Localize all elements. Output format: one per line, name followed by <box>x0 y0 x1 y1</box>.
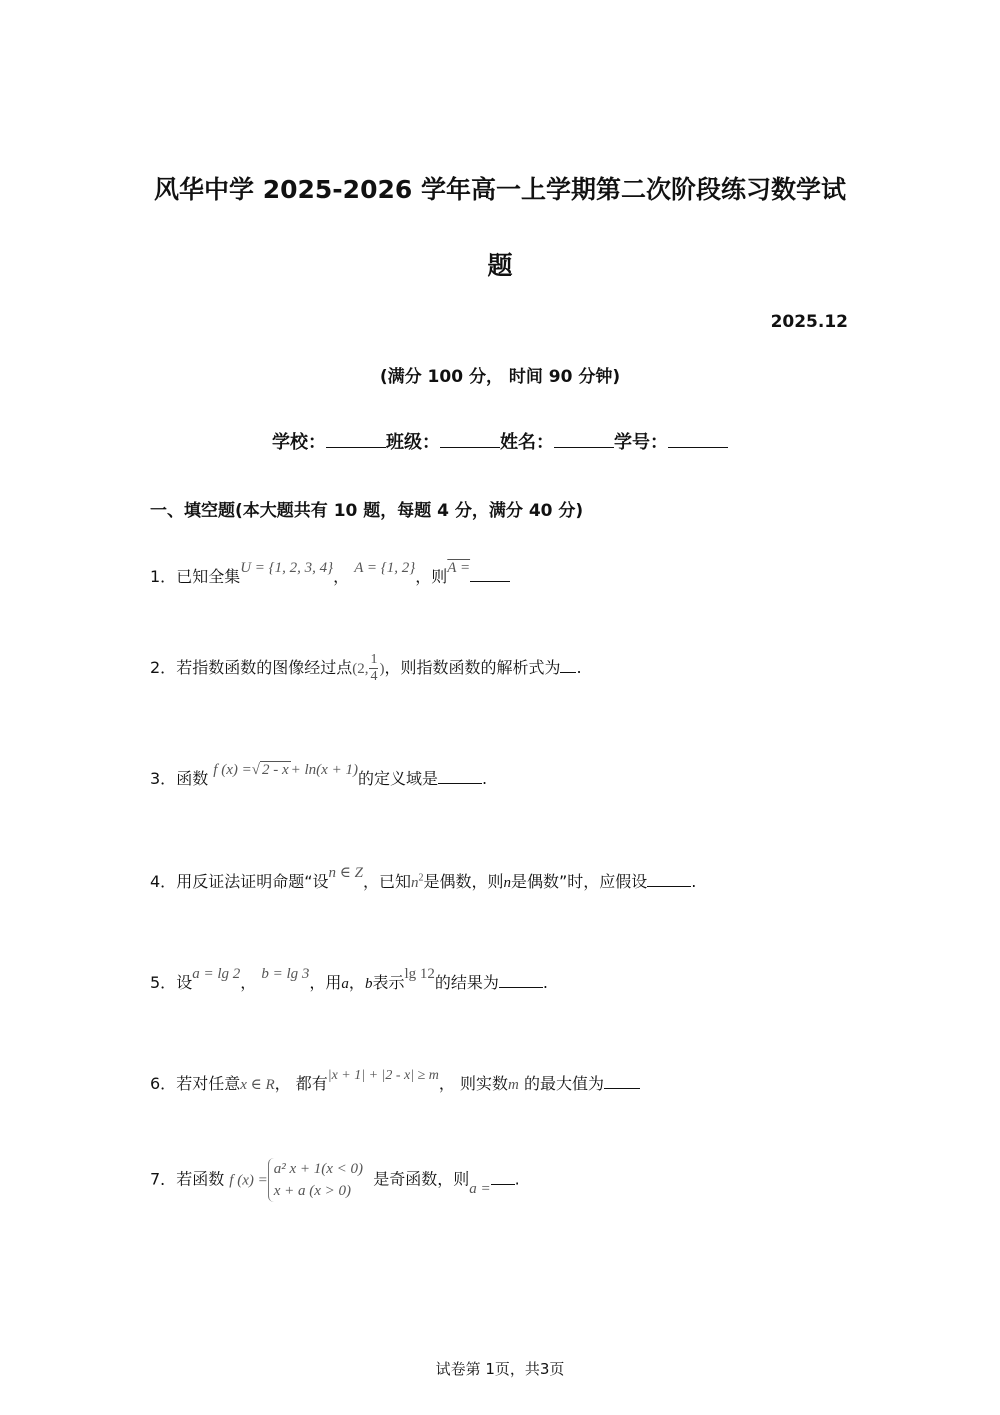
class-label: 班级： <box>386 432 440 453</box>
question-text: ，已知 <box>362 872 411 891</box>
question-text: . <box>576 658 582 677</box>
math-expression: n <box>410 875 419 891</box>
math-expression: f (x) = <box>213 762 252 778</box>
math-expression: a <box>341 976 349 992</box>
question-6 <box>150 1068 640 1094</box>
math-expression: ) <box>379 661 385 677</box>
question-text: . <box>514 1169 520 1189</box>
question-text: 若指数函数的图像经过点 <box>176 658 353 677</box>
math-expression: (2, <box>352 661 369 677</box>
question-text: 设 <box>176 973 193 992</box>
question-number: 4． <box>150 872 177 891</box>
question-text: ， <box>333 567 350 586</box>
class-field[interactable] <box>440 447 500 448</box>
question-text: ， 则实数 <box>438 1074 509 1093</box>
question-text: 是偶数”时，应假设 <box>510 872 648 891</box>
question-text: 已知全集 <box>176 567 241 586</box>
case-1: a² x + 1(x < 0) <box>273 1161 364 1177</box>
page-footer: 试卷第 1页，共3页 <box>435 1360 565 1378</box>
student-info-row <box>0 428 1000 454</box>
id-label: 学号： <box>614 432 668 453</box>
question-5 <box>150 966 548 993</box>
sqrt-expression: 2 - x <box>261 762 289 778</box>
question-4 <box>150 865 697 892</box>
question-text: 表示 <box>372 973 405 992</box>
question-text: . <box>691 872 697 891</box>
exam-date: 2025.12 <box>770 312 848 332</box>
question-text: ， 都有 <box>274 1074 328 1093</box>
math-expression: a = lg 2 <box>192 966 241 982</box>
question-text: 是偶数，则 <box>423 872 504 891</box>
question-number: 1． <box>150 567 177 586</box>
math-expression: x ∈ R <box>240 1077 275 1093</box>
math-expression: A = {1, 2} <box>354 560 416 576</box>
answer-blank[interactable] <box>438 783 482 784</box>
question-text: ，则 <box>415 567 448 586</box>
fraction: $\frac{1}{4}$ <box>370 652 378 684</box>
question-3: 3．函数 f (x) =√ 2 - x + ln(x + 1)的定义域是 . <box>150 762 488 788</box>
question-text: ，则指数函数的解析式为 <box>384 658 561 677</box>
math-expression: n ∈ Z <box>328 865 363 881</box>
question-2 <box>150 652 582 685</box>
math-expression: + ln(x + 1) <box>290 762 358 778</box>
question-number: 2． <box>150 658 177 677</box>
math-expression: U = {1, 2, 3, 4} <box>240 560 334 576</box>
title-line-2: 题 <box>487 251 513 280</box>
question-number: 5． <box>150 973 177 992</box>
complement-expression: A = <box>447 560 471 576</box>
id-field[interactable] <box>668 447 728 448</box>
math-expression: f (x) = <box>229 1172 268 1189</box>
question-text: 的结果为 <box>434 973 499 992</box>
answer-blank[interactable] <box>604 1088 640 1089</box>
answer-blank[interactable] <box>470 581 510 582</box>
question-text: ， <box>348 973 365 992</box>
math-expression: n <box>503 875 511 891</box>
question-text: ，用 <box>309 973 342 992</box>
question-number: 3． <box>150 769 177 788</box>
question-text: . <box>542 973 548 992</box>
question-text: 若函数 <box>176 1169 225 1189</box>
question-text: ， <box>240 973 257 992</box>
question-number: 7． <box>150 1169 177 1189</box>
school-field[interactable] <box>326 447 386 448</box>
section-heading: 一、填空题(本大题共有 10 题，每题 4 分，满分 40 分) <box>150 501 584 521</box>
math-expression: b <box>364 976 373 992</box>
math-expression: lg 12 <box>404 966 435 982</box>
math-expression: a = <box>469 1180 491 1197</box>
piecewise-cases <box>268 1158 363 1202</box>
math-expression: |x + 1| + |2 - x| ≥ m <box>327 1068 439 1083</box>
name-field[interactable] <box>554 447 614 448</box>
exam-info: (满分 100 分， 时间 90 分钟) <box>379 367 621 387</box>
answer-blank[interactable] <box>647 886 691 887</box>
question-1 <box>150 560 510 587</box>
question-7 <box>150 1158 520 1202</box>
school-label: 学校： <box>272 432 326 453</box>
answer-blank[interactable] <box>491 1184 515 1185</box>
math-expression: m <box>508 1077 519 1093</box>
case-2: x + a (x > 0) <box>273 1183 352 1199</box>
name-label: 姓名： <box>500 432 554 453</box>
question-text: 的最大值为 <box>523 1074 604 1093</box>
question-text: . <box>481 769 488 788</box>
superscript: 2 <box>418 872 424 884</box>
title-line-1: 风华中学 2025-2026 学年高一上学期第二次阶段练习数学试 <box>154 175 846 204</box>
question-number: 6． <box>150 1074 177 1093</box>
math-expression: b = lg 3 <box>261 966 310 982</box>
question-text: 若对任意 <box>176 1074 241 1093</box>
question-text: 用反证法证明命题“设 <box>176 872 329 891</box>
answer-blank[interactable] <box>560 672 576 673</box>
answer-blank[interactable] <box>499 987 543 988</box>
question-text: 是奇函数，则 <box>373 1169 470 1189</box>
question-text: 函数 <box>176 769 209 788</box>
question-text: 的定义域是 <box>357 769 438 788</box>
